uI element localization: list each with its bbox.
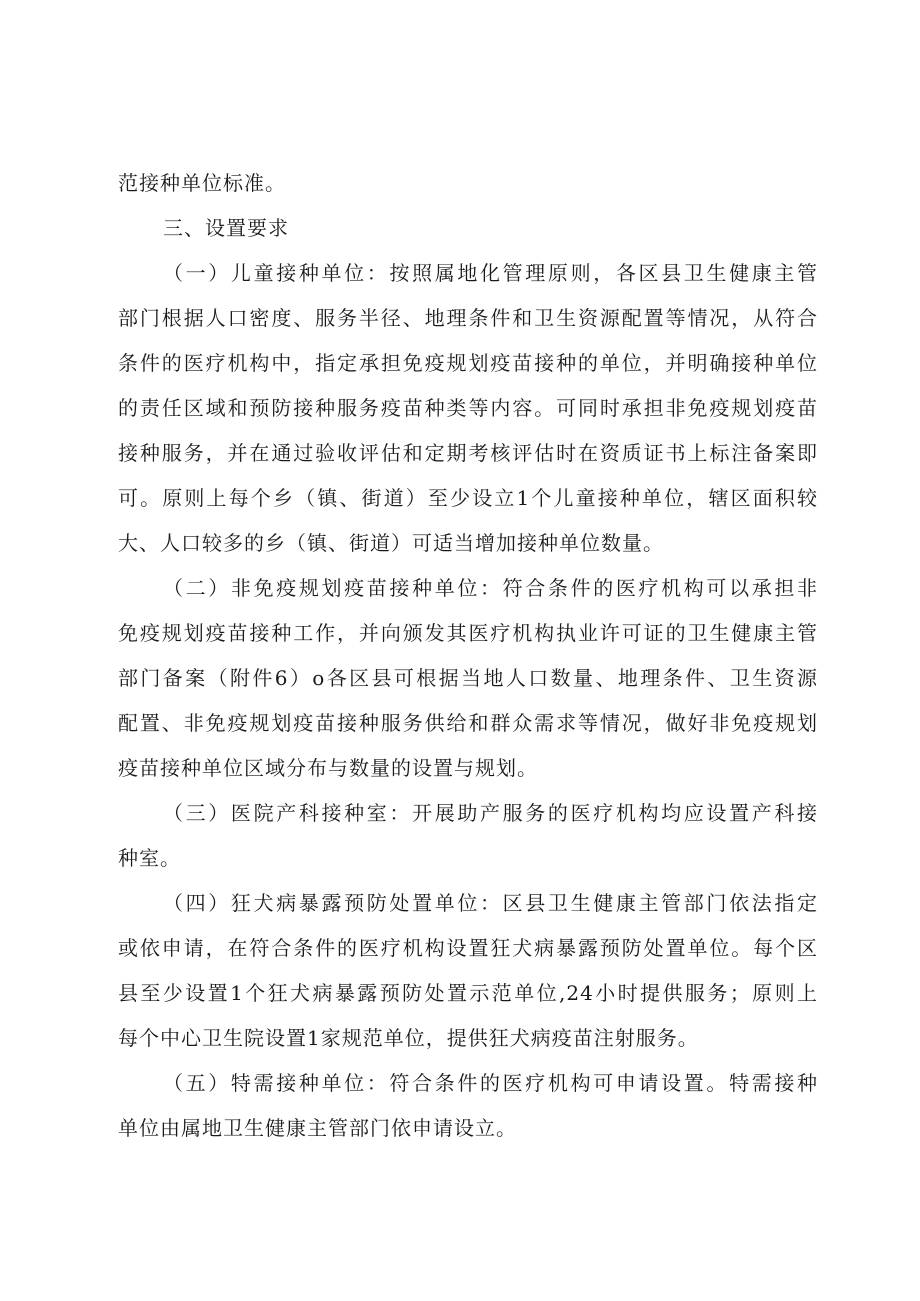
section-heading: 三、设置要求 bbox=[163, 216, 289, 240]
item-4-line-4: 每个中心卫生院设置1家规范单位，提供狂犬病疫苗注射服务。 bbox=[118, 1026, 699, 1050]
item-4-line-2: 或依申请，在符合条件的医疗机构设置狂犬病暴露预防处置单位。每个区 bbox=[118, 936, 818, 960]
item-1-line-1: （一）儿童接种单位：按照属地化管理原则，各区县卫生健康主管 bbox=[163, 261, 818, 285]
item-4-line-1: （四）狂犬病暴露预防处置单位：区县卫生健康主管部门依法指定 bbox=[163, 891, 818, 915]
item-1-line-4: 的责任区域和预防接种服务疫苗种类等内容。可同时承担非免疫规划疫苗 bbox=[118, 396, 818, 420]
item-3-line-1: （三）医院产科接种室：开展助产服务的医疗机构均应设置产科接 bbox=[163, 801, 818, 825]
item-5-line-1: （五）特需接种单位：符合条件的医疗机构可申请设置。特需接种 bbox=[163, 1071, 818, 1095]
item-1-line-7: 大、人口较多的乡（镇、街道）可适当增加接种单位数量。 bbox=[118, 531, 664, 555]
item-2-line-2: 免疫规划疫苗接种工作，并向颁发其医疗机构执业许可证的卫生健康主管 bbox=[118, 621, 818, 645]
item-1-line-6: 可。原则上每个乡（镇、街道）至少设立1个儿童接种单位，辖区面积较 bbox=[118, 486, 818, 510]
item-1-line-2: 部门根据人口密度、服务半径、地理条件和卫生资源配置等情况，从符合 bbox=[118, 306, 818, 330]
item-3-line-2: 种室。 bbox=[118, 846, 181, 870]
paragraph-intro-tail: 范接种单位标准。 bbox=[118, 171, 286, 195]
item-1-line-3: 条件的医疗机构中，指定承担免疫规划疫苗接种的单位，并明确接种单位 bbox=[118, 351, 818, 375]
item-5-line-2: 单位由属地卫生健康主管部门依申请设立。 bbox=[118, 1116, 517, 1140]
item-1-line-5: 接种服务，并在通过验收评估和定期考核评估时在资质证书上标注备案即 bbox=[118, 441, 818, 465]
item-4-line-3: 县至少设置1个狂犬病暴露预防处置示范单位,24小时提供服务；原则上 bbox=[118, 981, 818, 1005]
item-2-line-5: 疫苗接种单位区域分布与数量的设置与规划。 bbox=[118, 756, 538, 780]
item-2-line-1: （二）非免疫规划疫苗接种单位：符合条件的医疗机构可以承担非 bbox=[163, 576, 818, 600]
item-2-line-4: 配置、非免疫规划疫苗接种服务供给和群众需求等情况，做好非免疫规划 bbox=[118, 711, 818, 735]
item-2-line-3: 部门备案（附件6）o各区县可根据当地人口数量、地理条件、卫生资源 bbox=[118, 666, 818, 690]
